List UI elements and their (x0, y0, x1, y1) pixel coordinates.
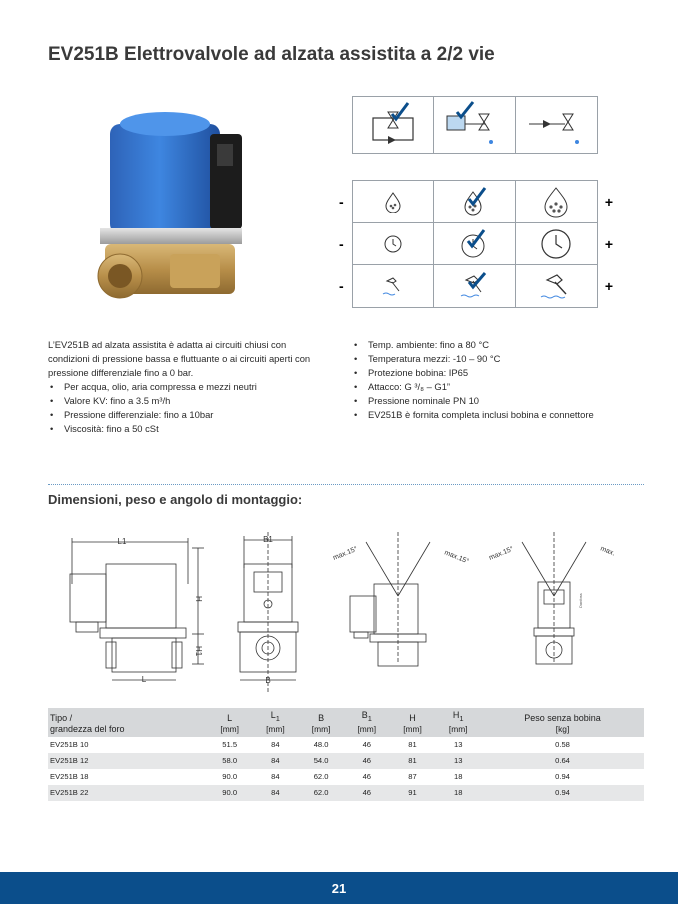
table-cell: 62.0 (298, 785, 344, 801)
dimensions-table (48, 708, 644, 801)
col-header-h: H [mm] (390, 708, 436, 737)
mounting-angle-drawing-front (522, 532, 586, 664)
valve-tank-icon (434, 97, 515, 153)
list-item: • Temperatura mezzi: -10 – 90 °C (352, 352, 652, 366)
section-divider (48, 484, 644, 485)
table-cell: 0.58 (555, 740, 570, 750)
feature-list-left (48, 380, 330, 436)
rating-cell (516, 181, 613, 223)
angle-label: max.15° (488, 545, 515, 562)
col-header-h1: $H_1$ [mm] (435, 708, 481, 737)
table-cell: 0.94 (555, 772, 570, 782)
valve-flow-icon (516, 97, 597, 153)
table-cell: 84 (271, 772, 280, 782)
rating-cell (516, 223, 613, 265)
dim-label-l1: L1 (117, 537, 127, 546)
drop-large-icon (540, 186, 572, 218)
table-cell: 54.0 (298, 753, 344, 769)
dim-label-b1: B1 (263, 535, 273, 544)
drop-small-icon (382, 191, 404, 213)
angle-label: max.15° (332, 545, 359, 562)
intro-text: L’EV251B ad alzata assistita è adatta ai circuiti chiusi con condizioni di pressione bassa e fluttuante o ai circuiti aperti con pressione differenziale fino a 0 bar. (48, 339, 311, 378)
description-left (48, 338, 330, 436)
clock-small-icon (383, 234, 403, 254)
table-row (48, 785, 644, 801)
table-cell: EV251B 12 (48, 753, 207, 769)
list-item: • EV251B è fornita completa inclusi bobina e connettore (352, 408, 652, 422)
col-header-weight: Peso senza bobina [kg] (481, 708, 644, 737)
table-cell: 48.0 (313, 740, 329, 750)
feature-list-right (352, 338, 652, 422)
clock-medium-check-icon (459, 229, 489, 259)
table-cell: 81 (408, 740, 417, 750)
table-cell: 46 (362, 740, 372, 750)
list-item: • Temp. ambiente: fino a 80 °C (352, 338, 652, 352)
list-item: • Valore KV: fino a 3.5 m³/h (48, 394, 330, 408)
table-cell: 91 (390, 785, 436, 801)
list-item: • Per acqua, olio, aria compressa e mezzi neutri (48, 380, 330, 394)
col-header-b1: $B_1$ [mm] (344, 708, 390, 737)
minus-label: - (339, 193, 344, 210)
mounting-angle-drawing-side (350, 532, 430, 666)
table-cell: 84 (253, 785, 299, 801)
dim-label-l: L (141, 675, 147, 684)
table-cell: 18 (453, 772, 463, 782)
hammer-small-icon (381, 275, 405, 297)
table-cell: 46 (344, 785, 390, 801)
front-view-drawing (238, 532, 298, 692)
table-cell: 87 (408, 772, 417, 782)
table-cell: 90.0 (222, 772, 238, 782)
table-cell: 13 (453, 740, 463, 750)
list-item: • Pressione differenziale: fino a 10bar (48, 408, 330, 422)
table-cell: 18 (435, 785, 481, 801)
table-row (48, 753, 644, 769)
rating-cell (516, 265, 613, 307)
plus-label: + (604, 278, 613, 294)
rating-icon-grid (339, 180, 613, 308)
list-item: • Pressione nominale PN 10 (352, 394, 652, 408)
product-photo (90, 104, 265, 324)
table-cell: EV251B 10 (50, 740, 89, 750)
angle-label: max. (599, 545, 616, 558)
table-cell: 51.5 (222, 740, 238, 750)
list-item: • Attacco: G ³/₈ – G1” (352, 380, 652, 394)
valve-type-icon-grid (352, 96, 598, 154)
table-cell: 46 (344, 753, 390, 769)
table-row (48, 737, 644, 753)
hammer-medium-check-icon (459, 272, 489, 300)
col-header-l1: $L_1$ [mm] (253, 708, 299, 737)
minus-label: - (339, 278, 344, 294)
plus-label: + (604, 235, 613, 252)
table-cell: 84 (253, 753, 299, 769)
table-cell: 62.0 (313, 772, 329, 782)
rating-cell (434, 181, 515, 223)
table-cell: 13 (435, 753, 481, 769)
valve-circuit-icon (353, 97, 434, 153)
rating-cell (339, 181, 434, 223)
minus-label: - (339, 235, 344, 252)
dimensions-heading: Dimensioni, peso e angolo di montaggio: (48, 492, 303, 507)
table-cell: 81 (390, 753, 436, 769)
page-number: 21 (331, 880, 347, 896)
col-header-l: L [mm] (207, 708, 253, 737)
table-cell: 0.94 (481, 785, 644, 801)
drop-medium-check-icon (459, 187, 489, 217)
rating-cell (339, 223, 434, 265)
table-cell: 46 (362, 772, 372, 782)
dim-label-h1: H1 (194, 646, 203, 657)
col-header-type: Tipo / grandezza del foro (48, 708, 207, 737)
drawing-code: Danfoss (578, 593, 583, 608)
rating-cell (434, 223, 515, 265)
dim-label-b: B (265, 676, 271, 685)
table-cell: 58.0 (207, 753, 253, 769)
table-cell: 90.0 (207, 785, 253, 801)
side-view-drawing (70, 538, 204, 680)
table-cell: 0.64 (481, 753, 644, 769)
page-title: EV251B Elettrovalvole ad alzata assistita a 2/2 vie (48, 44, 495, 65)
hammer-large-icon (539, 272, 573, 300)
table-row (48, 769, 644, 785)
plus-label: + (604, 193, 613, 210)
table-cell: 84 (271, 740, 280, 750)
rating-cell (339, 265, 434, 307)
description-right (352, 338, 652, 422)
page-footer (0, 872, 678, 904)
dimension-drawings (48, 524, 628, 696)
dim-label-h: H (194, 596, 203, 602)
col-header-b: B [mm] (298, 708, 344, 737)
clock-large-icon (540, 228, 572, 260)
rating-cell (434, 265, 515, 307)
table-cell: EV251B 22 (48, 785, 207, 801)
list-item: • Protezione bobina: IP65 (352, 366, 652, 380)
table-cell: EV251B 18 (50, 772, 89, 782)
angle-label: max.15° (443, 549, 470, 566)
table-header-row (48, 708, 644, 737)
list-item: • Viscosità: fino a 50 cSt (48, 422, 330, 436)
